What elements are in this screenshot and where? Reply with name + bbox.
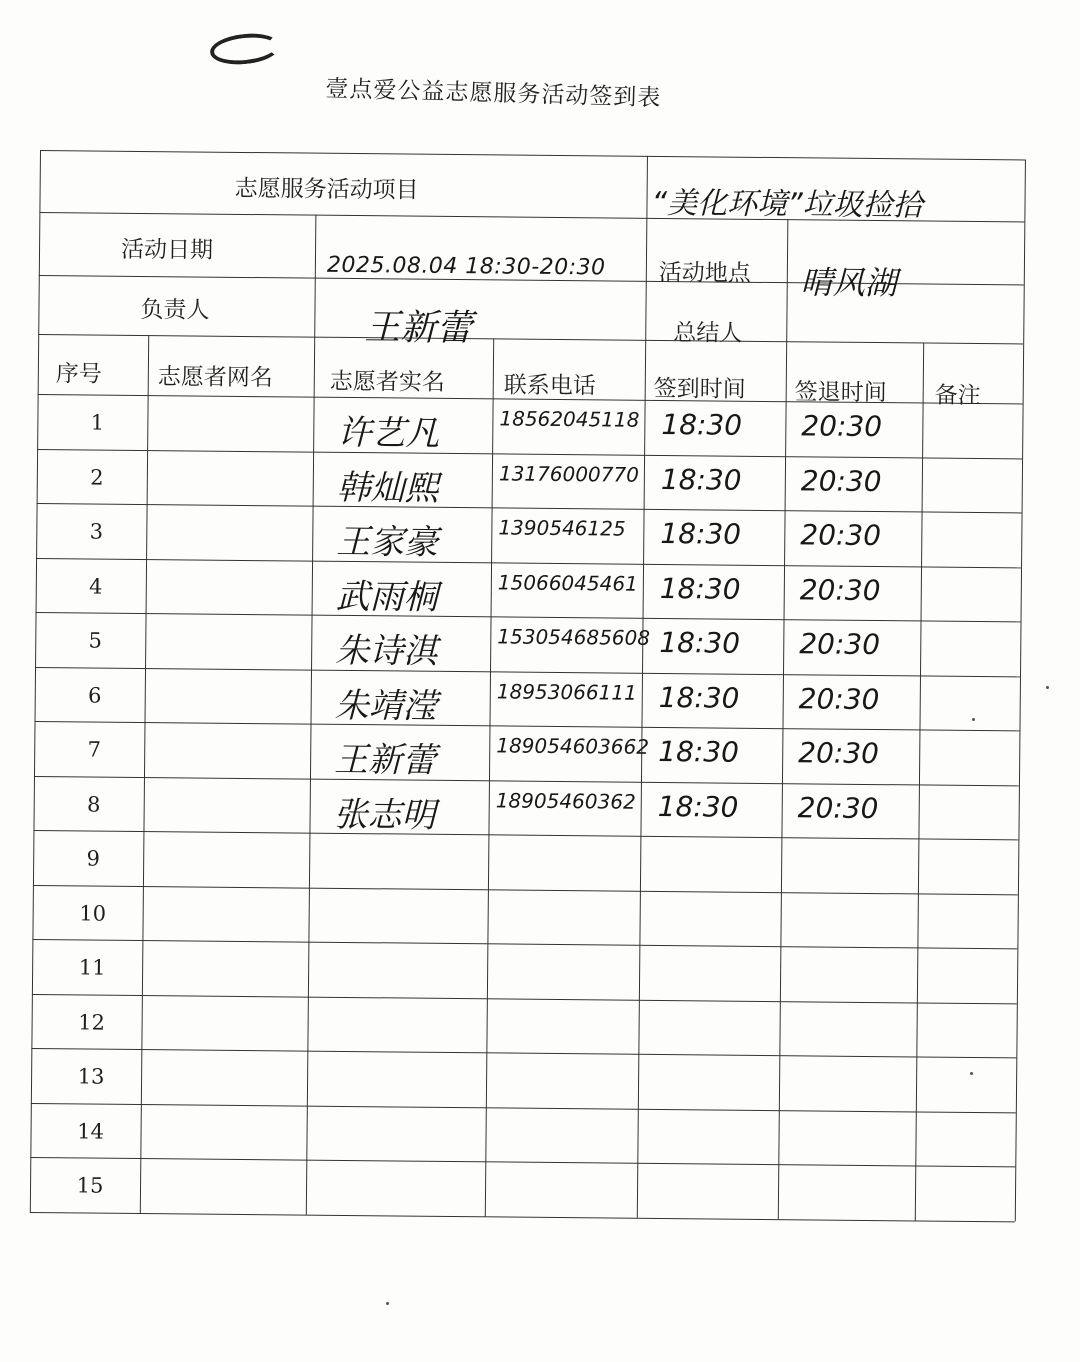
col-header-phone: 联系电话 [503,372,596,400]
row-divider [31,1102,1016,1112]
cell-in: 18:30 [660,516,742,551]
cell-name: 许艺凡 [337,412,440,454]
cell-out: 20:30 [799,572,881,607]
cell-out: 20:30 [797,790,879,825]
cell-out: 20:30 [799,627,881,662]
cell-out: 20:30 [798,736,880,771]
cell-no: 10 [79,900,107,926]
divider-name-phone [485,338,494,1215]
col-header-checkin: 签到时间 [653,375,746,403]
cell-phone: 13176000770 [498,460,640,487]
location-value: 晴风湖 [800,263,897,303]
cell-no: 9 [86,846,101,871]
row-divider [37,448,1022,458]
cell-phone: 189054603662 [496,733,650,759]
cell-no: 13 [77,1064,105,1089]
col-header-note: 备注 [934,382,981,410]
row-divider [35,721,1020,731]
cell-no: 15 [76,1173,104,1198]
cell-name: 朱靖滢 [334,685,437,727]
form-top-border [40,150,1025,160]
cell-no: 7 [87,737,102,762]
document-title: 壹点爱公益志愿服务活动签到表 [325,75,662,112]
cell-no: 3 [89,519,104,544]
row-divider [32,993,1017,1003]
col-header-nickname: 志愿者网名 [157,364,273,392]
date-label: 活动日期 [120,236,214,264]
project-value: “美化环境”垃圾捡拾 [651,185,923,224]
paper-speck [970,1072,973,1075]
col-header-checkout: 签退时间 [794,379,887,407]
row-divider [33,884,1018,894]
cell-in: 18:30 [659,571,741,606]
divider-out-note [915,342,924,1219]
cell-no: 6 [87,682,102,708]
cell-no: 14 [77,1118,105,1144]
cell-name: 王新蕾 [333,739,437,781]
pen-scribble-mark [209,30,282,67]
cell-out: 20:30 [800,518,882,553]
row-divider [33,830,1018,840]
row-divider [36,557,1021,567]
paper-speck [386,1302,389,1305]
cell-in: 18:30 [657,789,739,824]
cell-phone: 18905460362 [495,787,636,814]
cell-out: 20:30 [798,681,880,716]
row-divider [32,939,1017,949]
cell-in: 18:30 [660,462,742,497]
cell-out: 20:30 [800,463,882,498]
form-right-border [1015,159,1026,1221]
cell-no: 11 [78,955,106,980]
header-row-3-bottom [38,334,1023,344]
cell-name: 韩灿熙 [336,467,439,509]
paper-speck [1046,686,1049,689]
cell-phone: 18562045118 [499,406,640,432]
cell-phone: 1390546125 [498,515,626,541]
signin-form-table [30,150,1025,1221]
cell-out: 20:30 [801,409,883,444]
cell-name: 张志明 [333,794,436,836]
cell-no: 2 [90,464,104,490]
divider-no-nick [140,335,149,1212]
cell-in: 18:30 [658,734,740,769]
leader-value: 王新蕾 [364,307,473,350]
divider-in-out [778,341,787,1218]
header-divider-far [786,219,788,341]
cell-no: 4 [89,573,103,599]
divider-nick-name [306,337,315,1214]
summarizer-label: 总结人 [673,320,743,347]
paper-speck [972,718,975,721]
cell-no: 8 [86,791,101,817]
cell-phone: 18953066111 [496,678,637,705]
col-header-no: 序号 [55,361,102,388]
cell-in: 18:30 [659,625,741,660]
header-divider-left [314,215,316,337]
cell-phone: 153054685608 [497,624,651,650]
cell-no: 12 [78,1009,106,1035]
col-header-realname: 志愿者实名 [329,368,445,396]
row-divider [34,775,1019,785]
location-label: 活动地点 [658,259,751,287]
row-divider [31,1048,1016,1058]
row-divider [30,1157,1015,1167]
cell-phone: 15066045461 [497,569,638,596]
row-divider [30,1211,1015,1221]
cell-name: 武雨桐 [335,576,438,618]
cell-no: 1 [90,410,105,435]
cell-name: 王家豪 [336,521,439,563]
row-divider [36,612,1021,622]
row-divider [37,503,1022,513]
project-label: 志愿服务活动项目 [234,175,419,204]
cell-name: 朱诗淇 [335,630,438,672]
header-divider-right [645,156,648,340]
cell-in: 18:30 [661,407,743,442]
cell-no: 5 [88,628,103,653]
leader-label: 负责人 [140,296,210,324]
date-value: 2025.08.04 18:30-20:30 [326,252,606,281]
form-left-border [30,150,41,1212]
row-divider [35,666,1020,676]
cell-in: 18:30 [658,680,740,715]
